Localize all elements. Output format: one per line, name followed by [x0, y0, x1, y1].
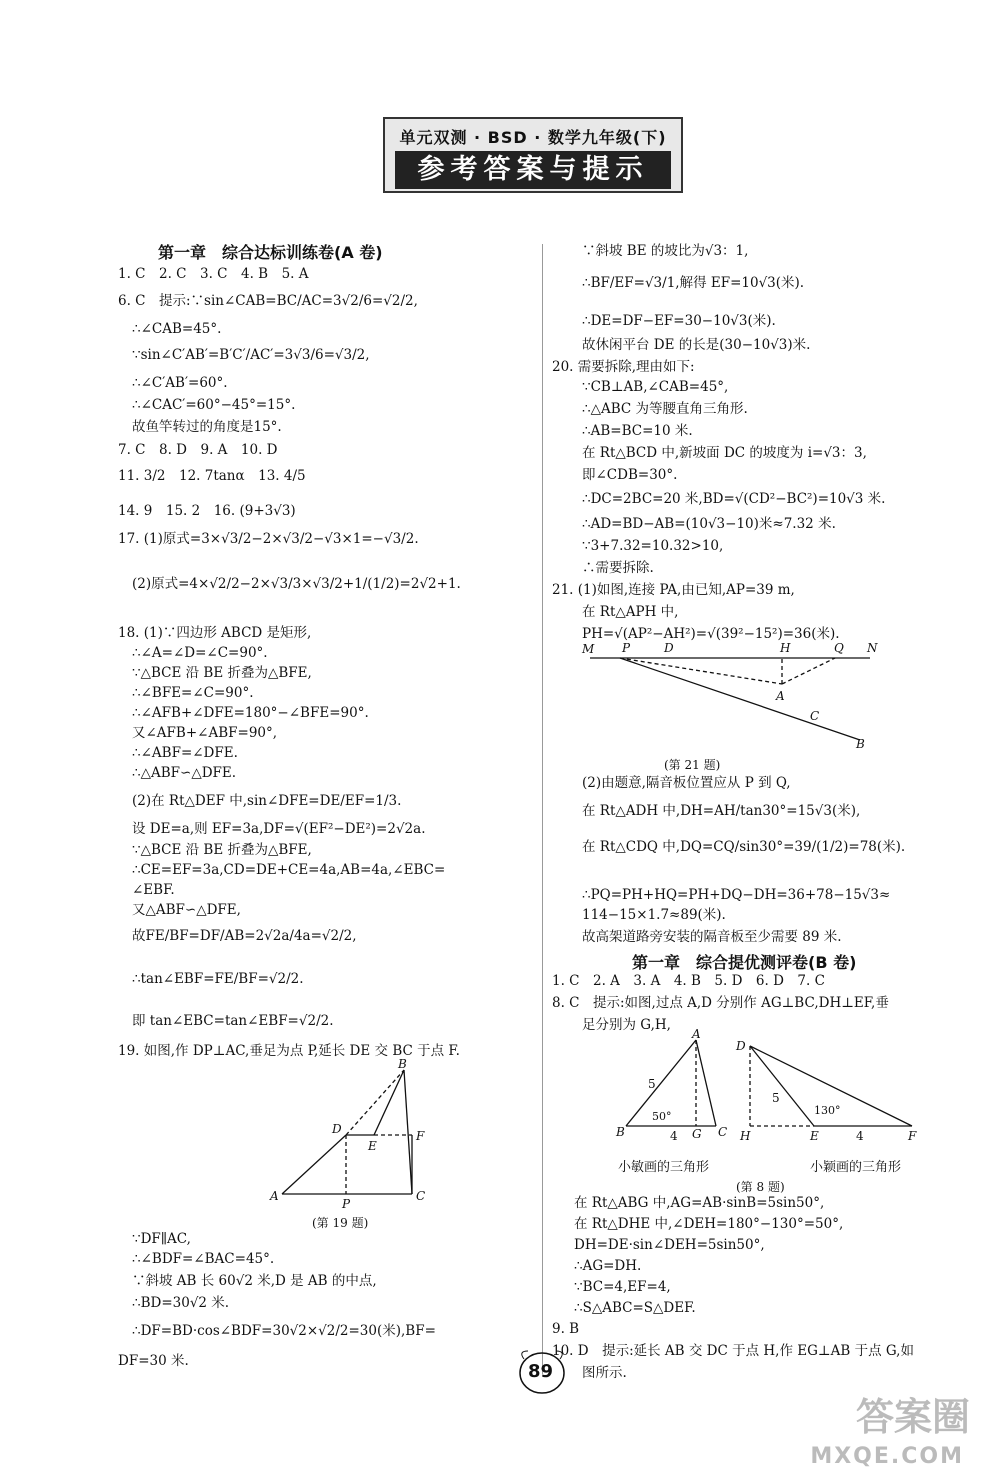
caption-q21: (第 21 题) [664, 758, 721, 772]
answer-line: ∴tan∠EBF=FE/BF=√2/2. [132, 971, 304, 987]
answer-line: 21. (1)如图,连接 PA,由已知,AP=39 m, [552, 582, 795, 598]
answer-line: 19. 如图,作 DP⊥AC,垂足为点 P,延长 DE 交 BC 于点 F. [118, 1043, 460, 1059]
answer-line: ∴∠CAB=45°. [132, 321, 222, 337]
caption-q8a: 小敏画的三角形 [618, 1160, 710, 1175]
fig8-label-h: H [740, 1129, 751, 1143]
answer-line: ∵△BCE 沿 BE 折叠为△BFE, [132, 665, 312, 681]
answer-line: 1. C 2. A 3. A 4. B 5. D 6. D 7. C [552, 973, 825, 989]
answer-line: ∴AG=DH. [574, 1258, 642, 1274]
answer-line: 8. C 提示:如图,过点 A,D 分别作 AG⊥BC,DH⊥EF,垂 [552, 995, 889, 1011]
answer-line: 14. 9 15. 2 16. (9+3√3) [118, 503, 296, 519]
fig19-label-a: A [270, 1189, 279, 1203]
answer-line: ∴PQ=PH+HQ=PH+DQ−DH=36+78−15√3≈ [582, 887, 891, 903]
answer-line: ∴DF=BD·cos∠BDF=30√2×√2/2=30(米),BF= [132, 1323, 436, 1339]
answer-line: 9. B [552, 1321, 580, 1337]
fig21-label-p: P [622, 641, 631, 655]
answer-line: 在 Rt△ABG 中,AG=AB·sinB=5sin50°, [574, 1195, 825, 1211]
answer-line: DH=DE·sin∠DEH=5sin50°, [574, 1237, 765, 1253]
answer-line: ∵DF∥AC, [132, 1231, 191, 1247]
fig19-label-d: D [332, 1122, 342, 1136]
fig8-side-4a: 4 [670, 1129, 678, 1143]
answer-line: ∵3+7.32=10.32>10, [582, 538, 724, 554]
answer-line: ∴∠BDF=∠BAC=45°. [132, 1251, 275, 1267]
section-heading: 第一章 综合提优测评卷(B 卷) [632, 953, 857, 972]
fig8-side-5b: 5 [772, 1091, 780, 1105]
answer-line: (2)原式=4×√2/2−2×√3/3×√3/2+1/(1/2)=2√2+1. [132, 576, 461, 592]
fig8-label-f: F [908, 1129, 917, 1143]
watermark-url: MXQE.COM [810, 1444, 964, 1469]
answer-line: 10. D 提示:延长 AB 交 DC 于点 H,作 EG⊥AB 于点 G,如 [552, 1343, 914, 1359]
column-divider [542, 244, 543, 1374]
answer-line: (2)在 Rt△DEF 中,sin∠DFE=DE/EF=1/3. [132, 793, 402, 809]
answer-line: 在 Rt△APH 中, [582, 604, 679, 620]
fig21-label-c: C [810, 709, 820, 723]
answer-line: ∴DC=2BC=20 米,BD=√(CD²−BC²)=10√3 米. [582, 491, 886, 507]
answer-line: ∴S△ABC=S△DEF. [574, 1300, 696, 1316]
fig21-label-q: Q [834, 641, 844, 655]
answer-line: 18. (1)∵四边形 ABCD 是矩形, [118, 625, 312, 641]
answer-line: ∴AB=BC=10 米. [582, 423, 693, 439]
answer-line: (2)由题意,隔音板位置应从 P 到 Q, [582, 775, 791, 791]
fig8-angle-50: 50° [652, 1110, 672, 1123]
fig19-label-b: B [398, 1058, 407, 1071]
page-number [514, 1347, 570, 1399]
answer-line: 在 Rt△ADH 中,DH=AH/tan30°=15√3(米), [582, 803, 861, 819]
answer-line: ∴CE=EF=3a,CD=DE+CE=4a,AB=4a,∠EBC= [132, 862, 446, 878]
answer-line: 即∠CDB=30°. [582, 467, 678, 483]
answer-line: ∵△BCE 沿 BE 折叠为△BFE, [132, 842, 312, 858]
fig8-label-a: A [692, 1028, 701, 1041]
answer-line: ∴∠BFE=∠C=90°. [132, 685, 254, 701]
page-number-text: 89 [528, 1361, 554, 1382]
answer-line: 20. 需要拆除,理由如下: [552, 359, 695, 375]
answer-line: ∠EBF. [132, 882, 175, 898]
answer-line: ∵CB⊥AB,∠CAB=45°, [582, 379, 729, 395]
answer-line: 17. (1)原式=3×√3/2−2×√3/2−√3×1=−√3/2. [118, 531, 419, 547]
answer-line: 在 Rt△DHE 中,∠DEH=180°−130°=50°, [574, 1216, 844, 1232]
header-banner [383, 117, 683, 193]
answer-line: 又△ABF∽△DFE, [132, 902, 241, 918]
answer-line: 图所示. [582, 1365, 627, 1381]
fig21-label-n: N [867, 641, 878, 655]
answer-line: 在 Rt△CDQ 中,DQ=CQ/sin30°=39/(1/2)=78(米). [582, 839, 906, 855]
fig19-label-p: P [342, 1197, 351, 1208]
fig8-label-d: D [736, 1039, 746, 1053]
answer-line: ∴AD=BD−AB=(10√3−10)米≈7.32 米. [582, 516, 836, 532]
fig21-label-a: A [776, 689, 785, 703]
fig19-label-f: F [416, 1129, 425, 1143]
answer-line: DF=30 米. [118, 1353, 189, 1369]
answer-line: ∴需要拆除. [582, 560, 654, 576]
fig21-label-m: M [582, 642, 595, 656]
fig8-side-4b: 4 [856, 1129, 864, 1143]
answer-line: ∵斜坡 BE 的坡比为√3：1, [582, 243, 749, 259]
answer-line: 故高架道路旁安装的隔音板至少需要 89 米. [582, 929, 842, 945]
fig8-angle-130: 130° [814, 1104, 841, 1117]
fig21-label-d: D [664, 641, 674, 655]
answer-line: ∵BC=4,EF=4, [574, 1279, 671, 1295]
answer-line: ∴∠ABF=∠DFE. [132, 745, 238, 761]
answer-line: ∴BD=30√2 米. [132, 1295, 230, 1311]
answer-line: 足分别为 G,H, [582, 1017, 671, 1033]
watermark-logo: 答案圈 [855, 1395, 970, 1439]
section-heading: 第一章 综合达标训练卷(A 卷) [158, 243, 383, 262]
fig19-label-c: C [416, 1189, 426, 1203]
figure-8 [612, 1028, 932, 1148]
caption-q8: (第 8 题) [736, 1180, 785, 1194]
answer-line: 在 Rt△BCD 中,新坡面 DC 的坡度为 i=√3：3, [582, 445, 867, 461]
answer-line: 故鱼竿转过的角度是15°. [132, 419, 282, 435]
answer-line: ∴∠A=∠D=∠C=90°. [132, 645, 268, 661]
fig19-label-e: E [368, 1139, 377, 1153]
fig21-label-b: B [856, 737, 865, 750]
answer-line: 114−15×1.7≈89(米). [582, 907, 726, 923]
fig21-label-h: H [780, 641, 791, 655]
banner-title: 参考答案与提示 [395, 151, 671, 189]
banner-subtitle: 单元双测 · BSD · 数学九年级(下) [399, 128, 667, 147]
answer-line: ∵斜坡 AB 长 60√2 米,D 是 AB 的中点, [132, 1273, 377, 1289]
fig8-label-g: G [692, 1127, 702, 1141]
answer-line: ∵sin∠C′AB′=B′C′/AC′=3√3/6=√3/2, [132, 347, 370, 363]
answer-line: ∴△ABF∽△DFE. [132, 765, 237, 781]
answer-line: ∴∠C′AB′=60°. [132, 375, 228, 391]
answer-line: ∴△ABC 为等腰直角三角形. [582, 401, 748, 417]
answer-line: ∴DE=DF−EF=30−10√3(米). [582, 313, 776, 329]
fig8-label-c: C [718, 1125, 728, 1139]
caption-q8b: 小颖画的三角形 [810, 1160, 902, 1175]
figure-19 [262, 1058, 432, 1208]
answer-line: ∴∠CAC′=60°−45°=15°. [132, 397, 296, 413]
answer-line: 即 tan∠EBC=tan∠EBF=√2/2. [132, 1013, 334, 1029]
answer-line: 11. 3/2 12. 7tanα 13. 4/5 [118, 468, 306, 484]
answer-line: 设 DE=a,则 EF=3a,DF=√(EF²−DE²)=2√2a. [132, 821, 426, 837]
caption-q19: (第 19 题) [312, 1216, 369, 1230]
answer-line: ∴∠AFB+∠DFE=180°−∠BFE=90°. [132, 705, 369, 721]
figure-21 [580, 640, 880, 750]
answer-line: 又∠AFB+∠ABF=90°, [132, 725, 278, 741]
fig8-label-b: B [616, 1125, 625, 1139]
answer-line: 7. C 8. D 9. A 10. D [118, 442, 278, 458]
answer-line: 6. C 提示:∵sin∠CAB=BC/AC=3√2/6=√2/2, [118, 293, 418, 309]
answer-line: PH=√(AP²−AH²)=√(39²−15²)=36(米). [582, 626, 840, 642]
fig8-side-5a: 5 [648, 1077, 656, 1091]
answer-line: ∴BF/EF=√3/1,解得 EF=10√3(米). [582, 275, 805, 291]
answer-line: 1. C 2. C 3. C 4. B 5. A [118, 266, 309, 282]
answer-line: 故FE/BF=DF/AB=2√2a/4a=√2/2, [132, 928, 357, 944]
fig8-label-e: E [810, 1129, 819, 1143]
answer-line: 故休闲平台 DE 的长是(30−10√3)米. [582, 337, 811, 353]
